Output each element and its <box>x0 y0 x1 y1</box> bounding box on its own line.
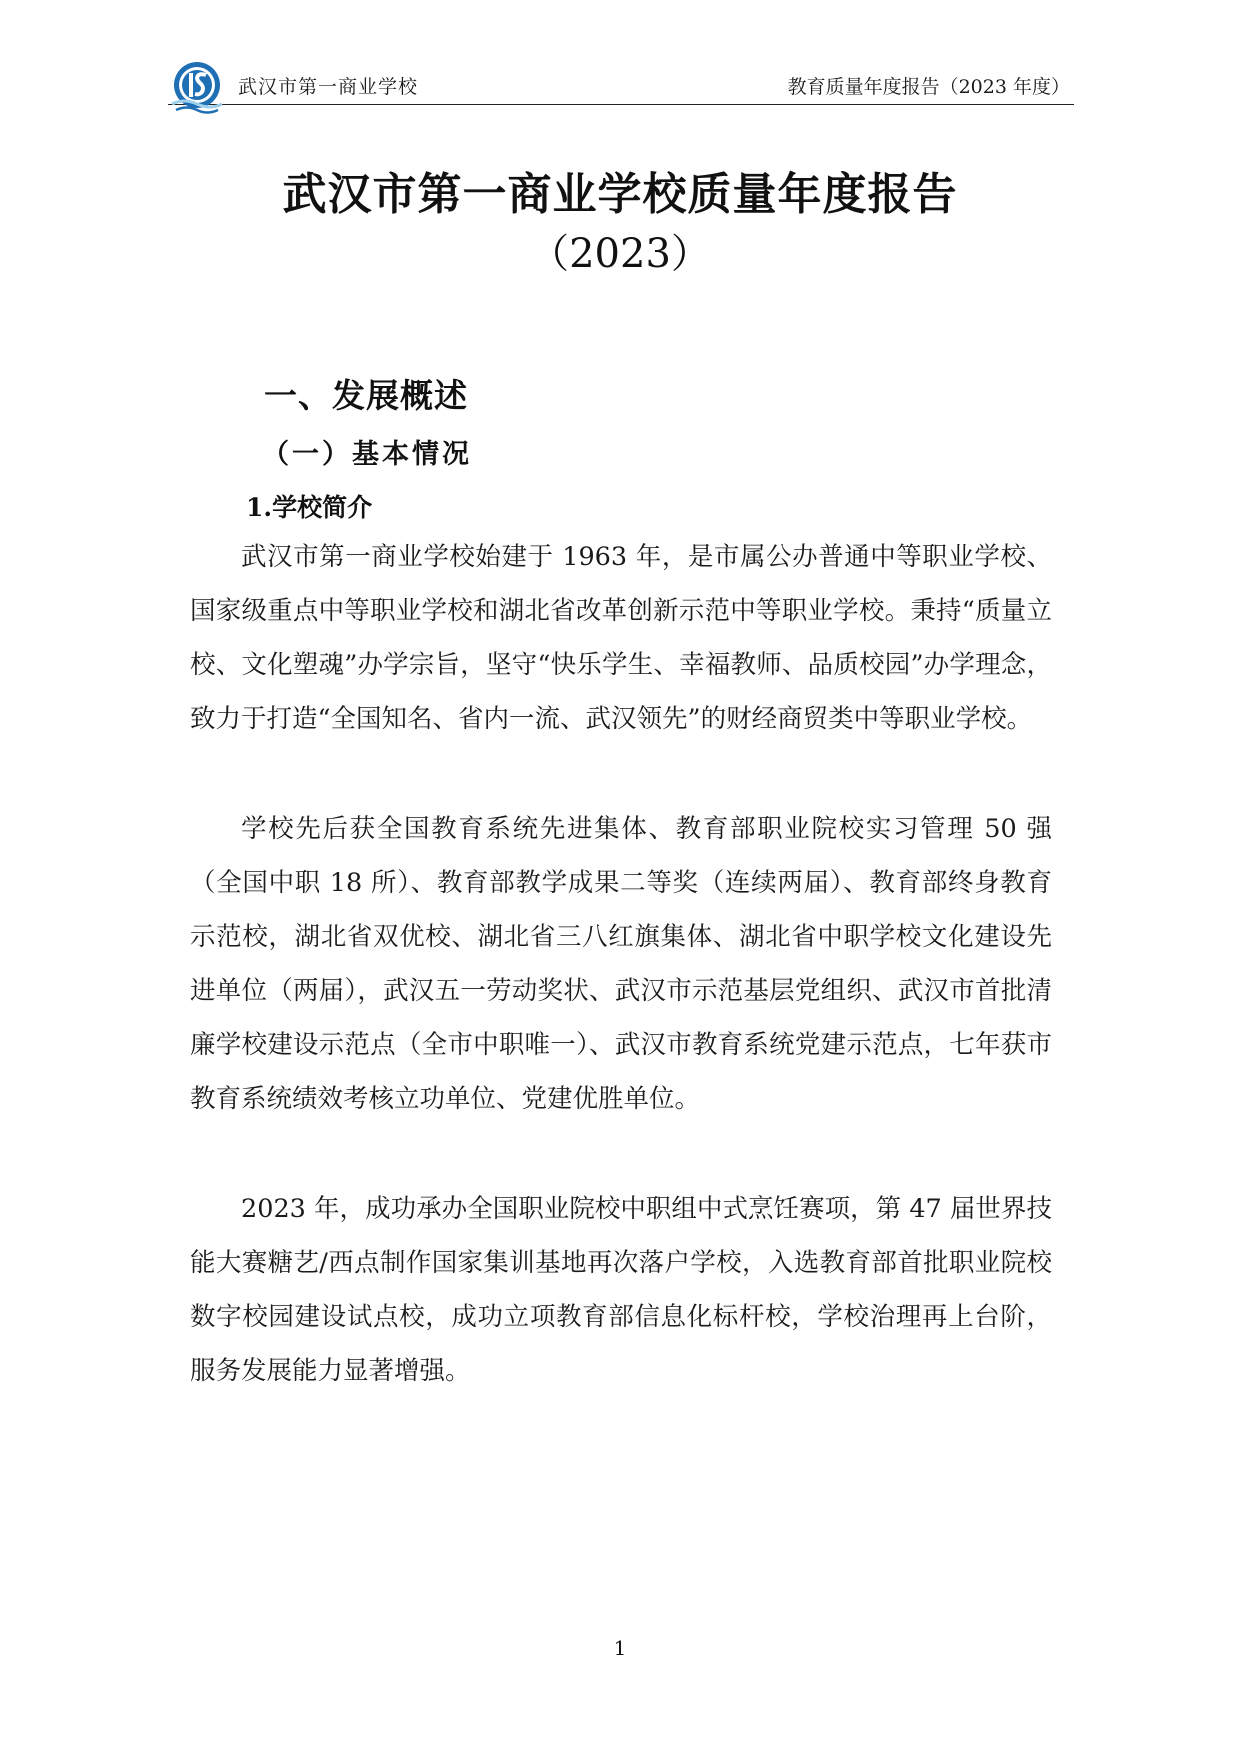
page-title: 武汉市第一商业学校质量年度报告 <box>282 169 958 220</box>
section-heading: 一、发展概述 <box>264 376 468 415</box>
header-school-name: 武汉市第一商业学校 <box>238 76 419 98</box>
item-heading: 1.学校简介 <box>246 493 373 522</box>
paragraph-honors: 学校先后获全国教育系统先进集体、教育部职业院校实习管理 50 强（全国中职 18 所）、教育部教学成果二等奖（连续两届）、教育部终身教育示范校，湖北省双优校、湖北省三八红旗集体、湖北省中职学校文化建设先进单位（两届），武汉五一劳动奖状、武汉市示范基层党组织、武汉市首批清廉学校建设示范点（全市中职唯一）、武汉市教育系统党建示范点，七年获市教育系统绩效考核立功单位、党建优胜单位。 <box>190 814 1052 1114</box>
subsection-heading: （一）基本情况 <box>262 439 472 470</box>
paragraph-2023-achievements: 2023 年，成功承办全国职业院校中职组中式烹饪赛项，第 47 届世界技能大赛糖艺/西点制作国家集训基地再次落户学校，入选教育部首批职业院校数字校园建设试点校，成功立项教育部信息化标杆校，学校治理再上台阶，服务发展能力显著增强。 <box>190 1194 1052 1386</box>
header-report-name: 教育质量年度报告（2023 年度） <box>787 76 1070 98</box>
page-title-year: （2023） <box>529 231 711 277</box>
logo-letter-bar <box>189 73 193 97</box>
school-logo-icon <box>168 60 226 116</box>
page-header <box>168 54 1074 105</box>
paragraph-school-intro: 武汉市第一商业学校始建于 1963 年，是市属公办普通中等职业学校、国家级重点中等职业学校和湖北省改革创新示范中等职业学校。秉持“质量立校、文化塑魂”办学宗旨，坚守“快乐学生、幸福教师、品质校园”办学理念，致力于打造“全国知名、省内一流、武汉领先”的财经商贸类中等职业学校。 <box>190 542 1052 734</box>
page-number: 1 <box>613 1636 627 1660</box>
